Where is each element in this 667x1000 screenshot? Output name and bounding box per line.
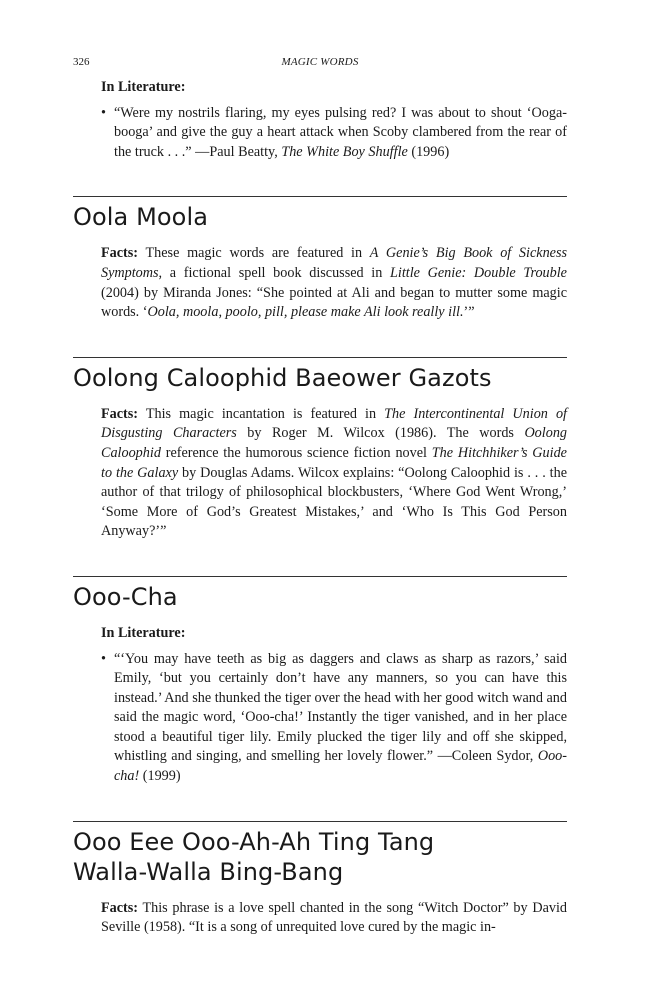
- entry-oolong: [73, 357, 567, 542]
- book-title: Ooo-cha!: [114, 748, 567, 785]
- entry-ooo-eee: [73, 821, 567, 938]
- quote-text: “‘You may have teeth as big as daggers and claws as sharp as razors,’ said Emily, ‘but you certainly don’t have any manners, so you can have this instead.’ And she thunked the tiger over the head with her good witch wand and said the magic word, ‘Ooo-cha!’ Instantly the tiger vanished, and in her place stood a beautiful tiger lily. Emily plucked the tiger lily and off she skipped, whistling and singing, and smelling her lovely flower.” —Coleen Sydor,: [114, 650, 567, 765]
- in-literature-heading: In Literature:: [101, 79, 186, 95]
- book-title: The White Boy Shuffle: [281, 143, 408, 160]
- section-divider: [73, 196, 567, 197]
- book-title: The Intercontinental Union of Disgusting Characters: [101, 405, 567, 442]
- in-literature-heading: In Literature:: [101, 624, 186, 641]
- running-title: MAGIC WORDS: [281, 56, 359, 68]
- entry-ooo-cha: [73, 576, 567, 787]
- bullet-icon: •: [101, 104, 106, 121]
- literature-quote: [101, 650, 567, 787]
- entry-title: Oolong Caloophid Baeower Gazots: [73, 363, 492, 392]
- book-title: A Genie’s Big Book of Sickness Symptoms: [101, 245, 567, 281]
- literature-quote: [101, 104, 567, 163]
- facts-label: Facts:: [101, 405, 139, 422]
- facts-paragraph: [101, 899, 567, 938]
- entry-title: Oola Moola: [73, 203, 209, 232]
- spell-text: Oola, moola, poolo, pill, please make Ali look really ill.: [147, 304, 464, 321]
- facts-text: This phrase is a love spell chanted in the song “Witch Doctor” by David Seville (1958). “It is a song of unrequited love cured by the magic in-: [101, 899, 567, 936]
- quote-year: (1999): [139, 768, 181, 785]
- entry-title-line: Walla-Walla Bing-Bang: [73, 857, 344, 886]
- facts-label: Facts:: [101, 245, 139, 262]
- facts-text: These magic words are featured in: [138, 245, 370, 262]
- facts-text: ’”: [463, 304, 475, 321]
- entry-oola-moola: [73, 196, 567, 322]
- entry-title-line: Ooo Eee Ooo-Ah-Ah Ting Tang: [73, 827, 435, 856]
- page-number: 326: [73, 56, 90, 68]
- section-divider: [73, 821, 567, 822]
- entry-title: [73, 827, 567, 887]
- page-header: [73, 56, 567, 72]
- quote-text: “Were my nostrils flaring, my eyes pulsing red? I was about to shout ‘Ooga-booga’ and give the guy a heart attack when Scoby clambered from the rear of the truck . . .” —Paul Beatty,: [114, 104, 567, 160]
- facts-text: by Roger M. Wilcox (1986). The words: [236, 425, 525, 442]
- section-divider: [73, 576, 567, 577]
- quote-year: (1996): [407, 143, 450, 160]
- facts-text: , a fictional spell book discussed in: [158, 264, 390, 281]
- book-title: The Hitchhiker’s Guide to the Galaxy: [101, 444, 567, 481]
- facts-paragraph: [101, 405, 567, 542]
- facts-label: Facts:: [101, 899, 139, 916]
- facts-paragraph: [101, 244, 567, 322]
- in-literature-block: [73, 78, 567, 162]
- book-title: Little Genie: Double Trouble: [390, 264, 567, 281]
- facts-text: reference the humorous science fiction novel: [160, 444, 432, 461]
- entry-title: Ooo-Cha: [73, 582, 178, 611]
- bullet-icon: •: [101, 650, 106, 667]
- facts-text: This magic incantation is featured in: [138, 405, 385, 422]
- facts-text: by Douglas Adams. Wilcox explains: “Oolong Caloophid is . . . the author of that trilogy of philosophical blockbusters, ‘Where God Went Wrong,’ ‘Some More of God’s Greatest Mistakes,’ and ‘Who Is This God Person Anyway?’”: [101, 464, 567, 540]
- facts-text: (2004) by Miranda Jones: “She pointed at Ali and began to mutter some magic words. ‘: [101, 284, 567, 321]
- spell-text: Oolong Caloophid: [101, 425, 567, 461]
- page-content: [73, 78, 567, 938]
- section-divider: [73, 357, 567, 358]
